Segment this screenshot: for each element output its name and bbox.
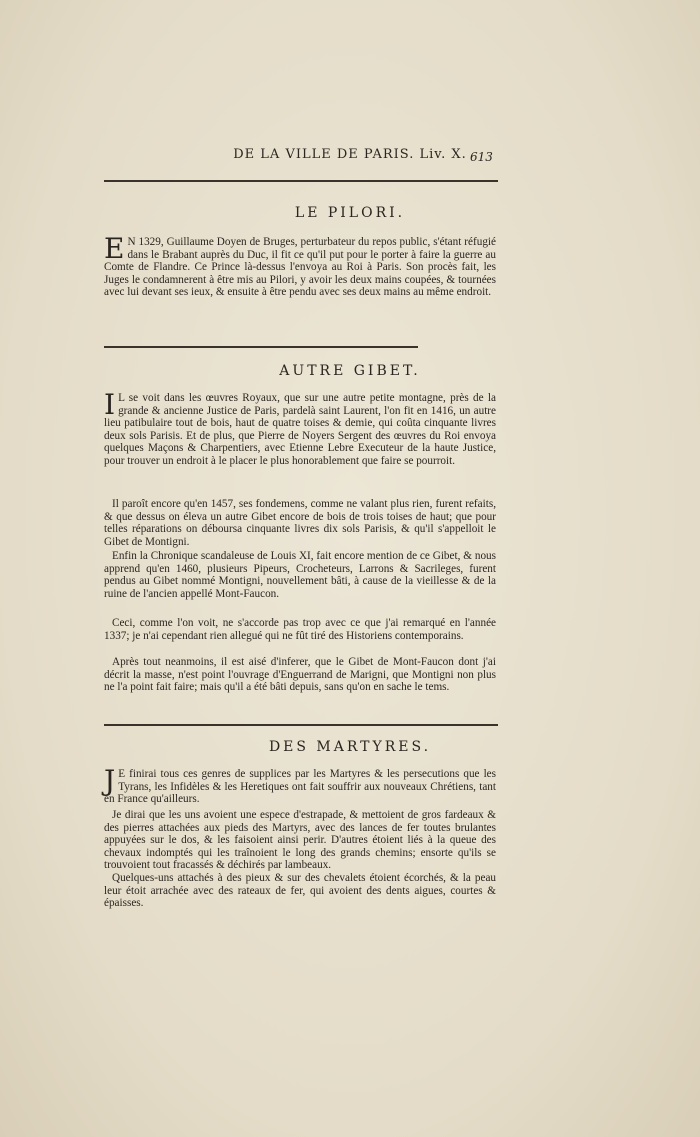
paragraph-text: E finirai tous ces genres de supplices par les Martyres & les persecutions que les Tyrans, les Infidèles & les Heretiques ont fait souffrir aux nouveaux Chrétiens, tant en France qu'ailleurs. [104, 768, 496, 806]
paragraph-text: N 1329, Guillaume Doyen de Bruges, perturbateur du repos public, s'étant réfugié dans le Brabant auprès du Duc, il fit ce qu'il put pour le porter à faire la guerre au Comte de Flandre. Ce Prince là-dessus l'envoya au Roi à Paris. Son procès fait, les Juges le condamnerent à être mis au Pilori, y avoir les deux mains coupées, & tournées avec lui devant ses ieux, & ensuite à être pendu avec ses deux mains au même endroit. [104, 236, 496, 299]
section-title-autre-gibet: AUTRE GIBET. [279, 363, 421, 379]
section-rule-1 [104, 346, 418, 348]
martyres-paragraph-1 [104, 764, 496, 806]
martyres-paragraph-2: Je dirai que les uns avoient une espece d'estrapade, & mettoient de gros fardeaux & des pierres attachées aux pieds des Martyrs, avec des lances de fer toutes brulantes appuyées sur le dos, & les faisoient ainsi perir. D'autres étoient liés à la queue des chevaux indomptés qui les traînoient le long des grands chemins; ensorte qu'ils se trouvoient tout fracassés & déchirés par lambeaux. [104, 809, 496, 872]
paragraph-text: L se voit dans les œuvres Royaux, que sur une autre petite montagne, près de la grande & ancienne Justice de Paris, pardelà saint Laurent, l'on fit en 1416, un autre lieu patibulaire tout de bois, haut de quatre toises & demie, qui coûta cinquante livres deux sols Parisis. Et de plus, que Pierre de Noyers Sergent des œuvres du Roi envoya quelques Maçons & Charpentiers, avec Etienne Lebre Executeur de la haute Justice, pour trouver un endroit à le placer le plus honorablement que faire se pourroit. [104, 392, 496, 467]
gibet-paragraph-2: Il paroît encore qu'en 1457, ses fondemens, comme ne valant plus rien, furent refaits, & que dessus on éleva un autre Gibet encore de bois de trois toises de haut; que pour telles réparations on déboursa cinquante livres dix sols Parisis, & qu'il s'appelloit le Gibet de Montigni. [104, 498, 496, 548]
page-number: 613 [470, 150, 493, 164]
gibet-paragraph-3: Enfin la Chronique scandaleuse de Louis XI, fait encore mention de ce Gibet, & nous apprend qu'en 1460, plusieurs Pipeurs, Crocheteurs, Larrons & Sacrileges, furent pendus au Gibet nommé Montigni, nouvellement bâti, à cause de la vieillesse & de la ruine de l'ancien appellé Mont-Faucon. [104, 550, 496, 600]
dropcap: I [104, 388, 116, 421]
section-rule-2 [104, 724, 498, 726]
gibet-paragraph-1 [104, 388, 496, 468]
header-rule [104, 180, 498, 182]
gibet-paragraph-4: Ceci, comme l'on voit, ne s'accorde pas trop avec ce que j'ai remarqué en l'année 1337; je n'ai cependant rien allegué qui ne fût tiré des Historiens contemporains. [104, 617, 496, 642]
section-title-pilori: LE PILORI. [294, 205, 406, 221]
gibet-paragraph-5: Après tout neanmoins, il est aisé d'inferer, que le Gibet de Mont-Faucon dont j'ai décrit la masse, n'est point l'ouvrage d'Enguerrand de Marigni, que Montigni non plus ne l'a point fait faire; mais qu'il a été bâti depuis, sans qu'on en sache le tems. [104, 656, 496, 694]
section-title-martyres: DES MARTYRES. [268, 739, 432, 755]
pilori-paragraph [104, 232, 496, 299]
running-head: DE LA VILLE DE PARIS. Liv. X. [233, 147, 467, 162]
dropcap: E [104, 232, 125, 265]
dropcap: J [104, 764, 116, 797]
martyres-paragraph-3: Quelques-uns attachés à des pieux & sur des chevalets étoient écorchés, & la peau leur étoit arrachée avec des rateaux de fer, qui avoient des dents aigues, courtes & épaisses. [104, 872, 496, 910]
